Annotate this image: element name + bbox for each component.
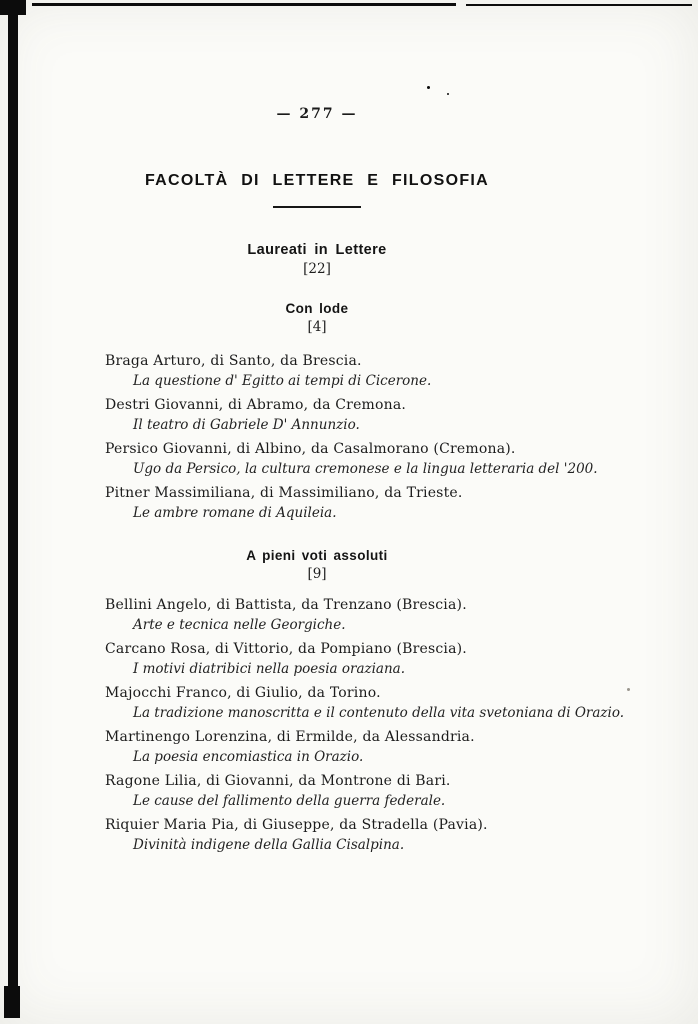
binding-edge-bar (8, 10, 18, 1012)
thesis-title: Arte e tecnica nelle Georgiche. (133, 617, 346, 633)
faculty-heading: FACOLTÀ DI LETTERE E FILOSOFIA (144, 172, 490, 189)
graduate-name: Martinengo Lorenzina, di Ermilde, da Alessandria. (105, 729, 475, 745)
graduate-entry (105, 771, 627, 811)
thesis-title: Ugo da Persico, la cultura cremonese e la lingua letteraria del '200. (133, 461, 598, 477)
graduate-entry (105, 395, 627, 435)
thesis-title: Il teatro di Gabriele D' Annunzio. (133, 417, 360, 433)
graduate-entry (105, 639, 627, 679)
section-title: Laureati in Lettere (247, 242, 387, 258)
graduate-entry (105, 727, 627, 767)
binding-bottom-blob (4, 986, 20, 1018)
graduate-name: Destri Giovanni, di Abramo, da Cremona. (105, 397, 407, 413)
graduate-entry (105, 683, 627, 723)
page-number: — 277 — (276, 106, 358, 122)
graduate-entry (105, 439, 627, 479)
graduate-entry (105, 351, 627, 391)
graduate-name: Carcano Rosa, di Vittorio, da Pompiano (Brescia). (105, 641, 467, 657)
graduate-name: Majocchi Franco, di Giulio, da Torino. (105, 685, 381, 701)
thesis-title: La tradizione manoscritta e il contenuto della vita svetoniana di Orazio. (133, 705, 625, 721)
graduate-name: Riquier Maria Pia, di Giuseppe, da Stradella (Pavia). (105, 817, 488, 833)
thesis-title: I motivi diatribici nella poesia oraziana. (133, 661, 406, 677)
thesis-title: La poesia encomiastica in Orazio. (133, 749, 364, 765)
graduate-name: Bellini Angelo, di Battista, da Trenzano (Brescia). (105, 597, 467, 613)
graduate-list-pieni-voti (105, 595, 627, 855)
section-count: [22] (303, 261, 331, 277)
graduate-name: Pitner Massimiliana, di Massimiliano, da Trieste. (105, 485, 463, 501)
graduate-name: Ragone Lilia, di Giovanni, da Montrone di Bari. (105, 773, 451, 789)
graduate-list-con-lode (105, 351, 627, 523)
graduate-name: Braga Arturo, di Santo, da Brescia. (105, 353, 362, 369)
graduate-entry (105, 815, 627, 855)
page-content (105, 0, 627, 859)
subsection-count: [9] (307, 566, 327, 582)
graduate-name: Persico Giovanni, di Albino, da Casalmorano (Cremona). (105, 441, 516, 457)
thesis-title: Le cause del fallimento della guerra federale. (133, 793, 446, 809)
graduate-entry (105, 483, 627, 523)
subsection-count: [4] (307, 319, 327, 335)
graduate-entry (105, 595, 627, 635)
subsection-title-pieni-voti: A pieni voti assoluti (246, 548, 388, 563)
heading-rule (273, 206, 361, 208)
thesis-title: La questione d' Egitto ai tempi di Cicerone. (133, 373, 432, 389)
subsection-title-con-lode: Con lode (285, 301, 349, 316)
ink-speck (627, 688, 630, 691)
thesis-title: Divinità indigene della Gallia Cisalpina. (133, 837, 405, 853)
thesis-title: Le ambre romane di Aquileia. (133, 505, 337, 521)
